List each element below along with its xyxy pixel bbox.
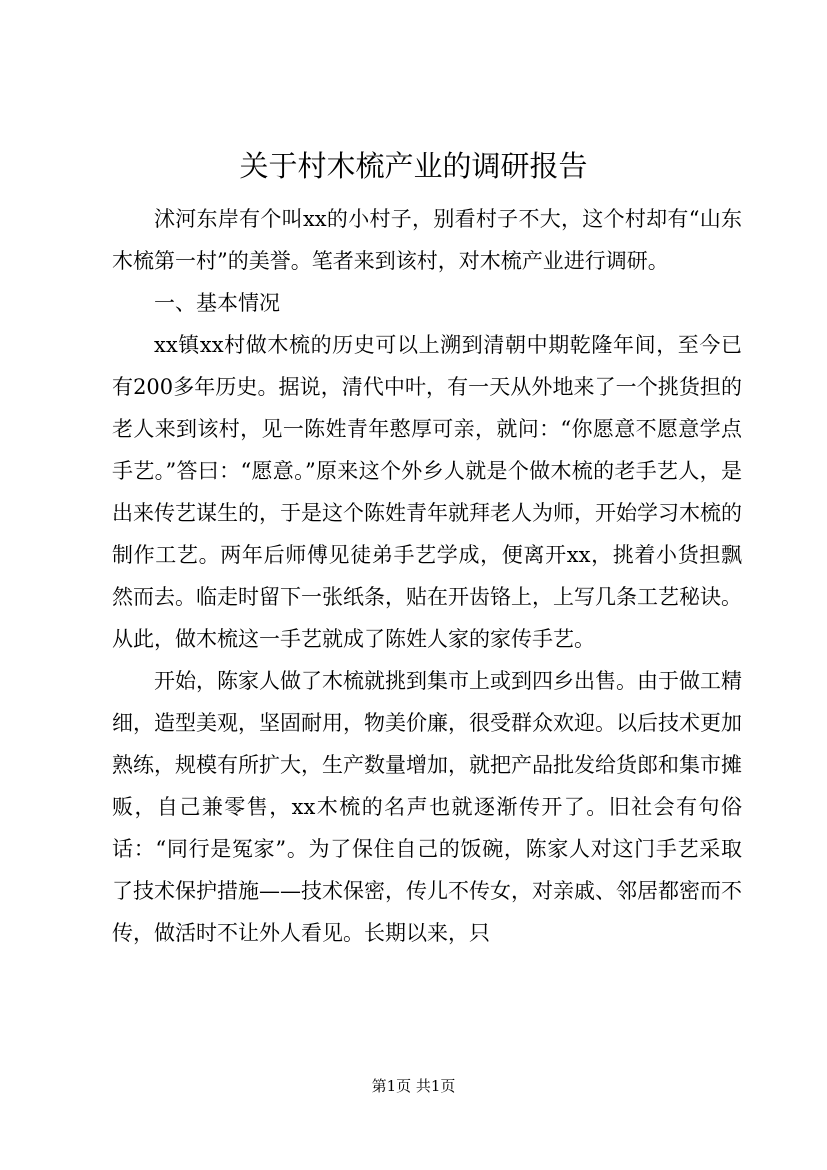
section-heading-basic-situation: 一、基本情况 <box>154 291 280 315</box>
page-footer: 第1页 共1页 <box>371 1077 456 1095</box>
paragraph-intro: 沭河东岸有个叫xx的小村子，别看村子不大，这个村却有“山东木梳第一村”的美誉。笔者来到该村，对木梳产业进行调研。 <box>112 207 742 273</box>
paragraph-development: 开始，陈家人做了木梳就挑到集市上或到四乡出售。由于做工精细，造型美观，坚固耐用，物美价廉，很受群众欢迎。以后技术更加熟练，规模有所扩大，生产数量增加，就把产品批发给货郎和集市摊贩，自己兼零售，xx木梳的名声也就逐渐传开了。旧社会有句俗话：“同行是冤家”。为了保住自己的饭碗，陈家人对这门手艺采取了技术保护措施——技术保密，传儿不传女，对亲戚、邻居都密而不传，做活时不让外人看见。长期以来，只 <box>112 669 742 945</box>
document-title: 关于村木梳产业的调研报告 <box>239 149 588 183</box>
document-body <box>112 198 742 954</box>
paragraph-history: xx镇xx村做木梳的历史可以上溯到清朝中期乾隆年间，至今已有200多年历史。据说，清代中叶，有一天从外地来了一个挑货担的老人来到该村，见一陈姓青年憨厚可亲，就问：“你愿意不愿意学点手艺。”答曰：“愿意。”原来这个外乡人就是个做木梳的老手艺人，是出来传艺谋生的，于是这个陈姓青年就拜老人为师，开始学习木梳的制作工艺。两年后师傅见徒弟手艺学成，便离开xx，挑着小货担飘然而去。临走时留下一张纸条，贴在开齿铬上，上写几条工艺秘诀。从此，做木梳这一手艺就成了陈姓人家的家传手艺。 <box>112 333 742 651</box>
